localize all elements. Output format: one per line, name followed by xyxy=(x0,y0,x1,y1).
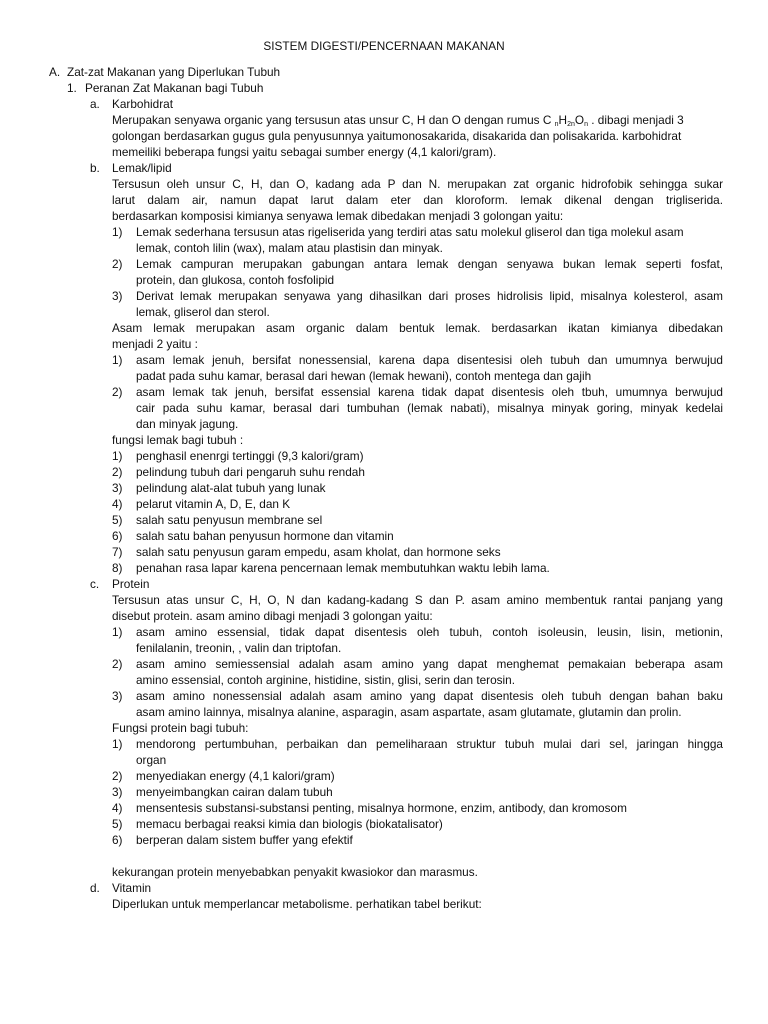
karbohidrat-line-1 xyxy=(112,113,684,128)
fungsi-lemak-item: pelarut vitamin A, D, E, dan K xyxy=(136,497,291,511)
fungsi-protein-item: mendorong pertumbuhan, perbaikan dan pemeliharaan struktur tubuh mulai dari sel, jaringan hingga xyxy=(136,737,723,751)
subsection-1-heading: Peranan Zat Makanan bagi Tubuh xyxy=(85,81,264,95)
list-number: 4) xyxy=(112,497,123,511)
lemak-paragraph-line: berdasarkan komposisi kimianya senyawa lemak dibedakan menjadi 3 golongan yaitu: xyxy=(112,209,564,223)
list-number: 2) xyxy=(112,657,123,671)
list-number: 3) xyxy=(112,689,123,703)
asam-amino-item: amino essensial, contoh arginine, histidine, sistin, glisi, serin dan terosin. xyxy=(136,673,516,687)
section-a-marker: A. xyxy=(49,65,61,79)
list-number: 8) xyxy=(112,561,123,575)
asam-lemak-item: asam lemak tak jenuh, bersifat essensial karena tidak dapat disentesis oleh tbuh, umumnya berwujud xyxy=(136,385,723,399)
asam-lemak-item: asam lemak jenuh, bersifat nonessensial, karena dapa disentesisi oleh tubuh dan umumnya berwujud xyxy=(136,353,723,367)
formula-subscript: 2n xyxy=(567,121,575,128)
asam-amino-item: fenilalanin, treonin, , valin dan triptofan. xyxy=(136,641,342,655)
asam-lemak-item: cair pada suhu kamar, berasal dari tumbuhan (lemak nabati), misalnya minyak goring, minyak kedelai xyxy=(136,401,723,415)
fungsi-lemak-heading: fungsi lemak bagi tubuh : xyxy=(112,433,244,447)
list-number: 3) xyxy=(112,481,123,495)
list-number: 2) xyxy=(112,257,123,271)
fungsi-protein-heading: Fungsi protein bagi tubuh: xyxy=(112,721,249,735)
list-number: 3) xyxy=(112,785,123,799)
list-number: 1) xyxy=(112,353,123,367)
list-number: 2) xyxy=(112,465,123,479)
lemak-golongan-item: Lemak campuran merupakan gabungan antara lemak dengan senyawa bukan lemak seperti fosfat, xyxy=(136,257,723,271)
fungsi-lemak-item: pelindung alat-alat tubuh yang lunak xyxy=(136,481,326,495)
fungsi-protein-item: memacu berbagai reaksi kimia dan biologis (biokatalisator) xyxy=(136,817,443,831)
list-number: 2) xyxy=(112,385,123,399)
karbohidrat-line-3: memeiliki beberapa fungsi yaitu sebagai sumber energy (4,1 kalori/gram). xyxy=(112,145,497,159)
protein-closing-note: kekurangan protein menyebabkan penyakit kwasiokor dan marasmus. xyxy=(112,865,478,879)
fungsi-protein-item: mensentesis substansi-substansi penting, misalnya hormone, enzim, antibody, dan kromosom xyxy=(136,801,627,815)
asam-lemak-paragraph: menjadi 2 yaitu : xyxy=(112,337,198,351)
asam-amino-item: asam amino nonessensial adalah asam amino yang dapat disentesis oleh tubuh dengan bahan baku xyxy=(136,689,723,703)
list-number: 2) xyxy=(112,769,123,783)
fungsi-lemak-item: salah satu bahan penyusun hormone dan vitamin xyxy=(136,529,394,543)
fungsi-protein-item: menyeimbangkan cairan dalam tubuh xyxy=(136,785,333,799)
karbohidrat-text: . dibagi menjadi 3 xyxy=(591,113,684,127)
lemak-golongan-item: Lemak sederhana tersusun atas rigeliserida yang terdiri atas satu molekul gliserol dan tiga molekul asam xyxy=(136,225,684,239)
lemak-golongan-item: lemak, contoh lilin (wax), malam atau plastisin dan minyak. xyxy=(136,241,443,255)
list-number: 5) xyxy=(112,513,123,527)
fungsi-protein-item: berperan dalam sistem buffer yang efektif xyxy=(136,833,353,847)
karbohidrat-text: Merupakan senyawa organic yang tersusun atas unsur C, H dan O dengan rumus C xyxy=(112,113,552,127)
list-number: 7) xyxy=(112,545,123,559)
asam-lemak-paragraph: Asam lemak merupakan asam organic dalam bentuk lemak. berdasarkan ikatan kimianya dibedakan xyxy=(112,321,723,335)
vitamin-paragraph: Diperlukan untuk memperlancar metabolisme. perhatikan tabel berikut: xyxy=(112,897,482,911)
list-number: 1) xyxy=(112,625,123,639)
item-b-marker: b. xyxy=(90,161,100,175)
fungsi-protein-item: organ xyxy=(136,753,167,767)
fungsi-lemak-item: pelindung tubuh dari pengaruh suhu rendah xyxy=(136,465,365,479)
item-d-marker: d. xyxy=(90,881,100,895)
list-number: 1) xyxy=(112,225,123,239)
list-number: 3) xyxy=(112,289,123,303)
item-a-marker: a. xyxy=(90,97,100,111)
formula-subscript: n xyxy=(584,121,588,128)
protein-heading: Protein xyxy=(112,577,150,591)
asam-lemak-item: padat pada suhu kamar, berasal dari hewan (lemak hewani), contoh mentega dan gajih xyxy=(136,369,592,383)
list-number: 6) xyxy=(112,529,123,543)
protein-paragraph-line: disebut protein. asam amino dibagi menjadi 3 golongan yaitu: xyxy=(112,609,433,623)
lemak-paragraph-line: larut dalam air, namun dapat larut dalam eter dan kloroform. lemak dikenal dengan trigliserida. xyxy=(112,193,723,207)
list-number: 6) xyxy=(112,833,123,847)
page-title: SISTEM DIGESTI/PENCERNAAN MAKANAN xyxy=(263,39,505,53)
karbohidrat-line-2: golongan berdasarkan gugus gula penyusunnya yaitumonosakarida, disakarida dan polisakarida. karbohidrat xyxy=(112,129,682,143)
protein-paragraph-line: Tersusun atas unsur C, H, O, N dan kadang-kadang S dan P. asam amino membentuk rantai panjang yang xyxy=(112,593,723,607)
asam-lemak-item: dan minyak jagung. xyxy=(136,417,239,431)
asam-amino-item: asam amino lainnya, misalnya alanine, asparagin, asam aspartate, asam glutamate, glutamin dan prolin. xyxy=(136,705,682,719)
vitamin-heading: Vitamin xyxy=(112,881,152,895)
fungsi-lemak-item: penahan rasa lapar karena pencernaan lemak membutuhkan waktu lebih lama. xyxy=(136,561,550,575)
item-c-marker: c. xyxy=(90,577,100,591)
list-number: 1) xyxy=(112,449,123,463)
fungsi-protein-item: menyediakan energy (4,1 kalori/gram) xyxy=(136,769,335,783)
asam-amino-item: asam amino essensial, tidak dapat disentesis oleh tubuh, contoh isoleusin, leusin, lisin, metionin, xyxy=(136,625,723,639)
list-number: 1) xyxy=(112,737,123,751)
list-number: 5) xyxy=(112,817,123,831)
asam-amino-item: asam amino semiessensial adalah asam amino yang dapat menghemat pemakaian beberapa asam xyxy=(136,657,723,671)
section-a-heading: Zat-zat Makanan yang Diperlukan Tubuh xyxy=(67,65,281,79)
lemak-golongan-item: protein, dan glukosa, contoh fosfolipid xyxy=(136,273,335,287)
lemak-golongan-item: lemak, gliserol dan sterol. xyxy=(136,305,270,319)
fungsi-lemak-item: salah satu penyusun garam empedu, asam kholat, dan hormone seks xyxy=(136,545,501,559)
subsection-1-marker: 1. xyxy=(67,81,77,95)
formula-element: O xyxy=(574,113,585,127)
karbohidrat-heading: Karbohidrat xyxy=(112,97,173,111)
lemak-golongan-item: Derivat lemak merupakan senyawa yang dihasilkan dari proses hidrolisis lipid, misalnya kolesterol, asam xyxy=(136,289,723,303)
fungsi-lemak-item: penghasil enenrgi tertinggi (9,3 kalori/gram) xyxy=(136,449,364,463)
lemak-heading: Lemak/lipid xyxy=(112,161,172,175)
list-number: 4) xyxy=(112,801,123,815)
fungsi-lemak-item: salah satu penyusun membrane sel xyxy=(136,513,323,527)
formula-element: H xyxy=(558,113,568,127)
lemak-paragraph-line: Tersusun oleh unsur C, H, dan O, kadang ada P dan N. merupakan zat organic hidrofobik sehingga sukar xyxy=(112,177,723,191)
formula-subscript: n xyxy=(554,121,559,128)
